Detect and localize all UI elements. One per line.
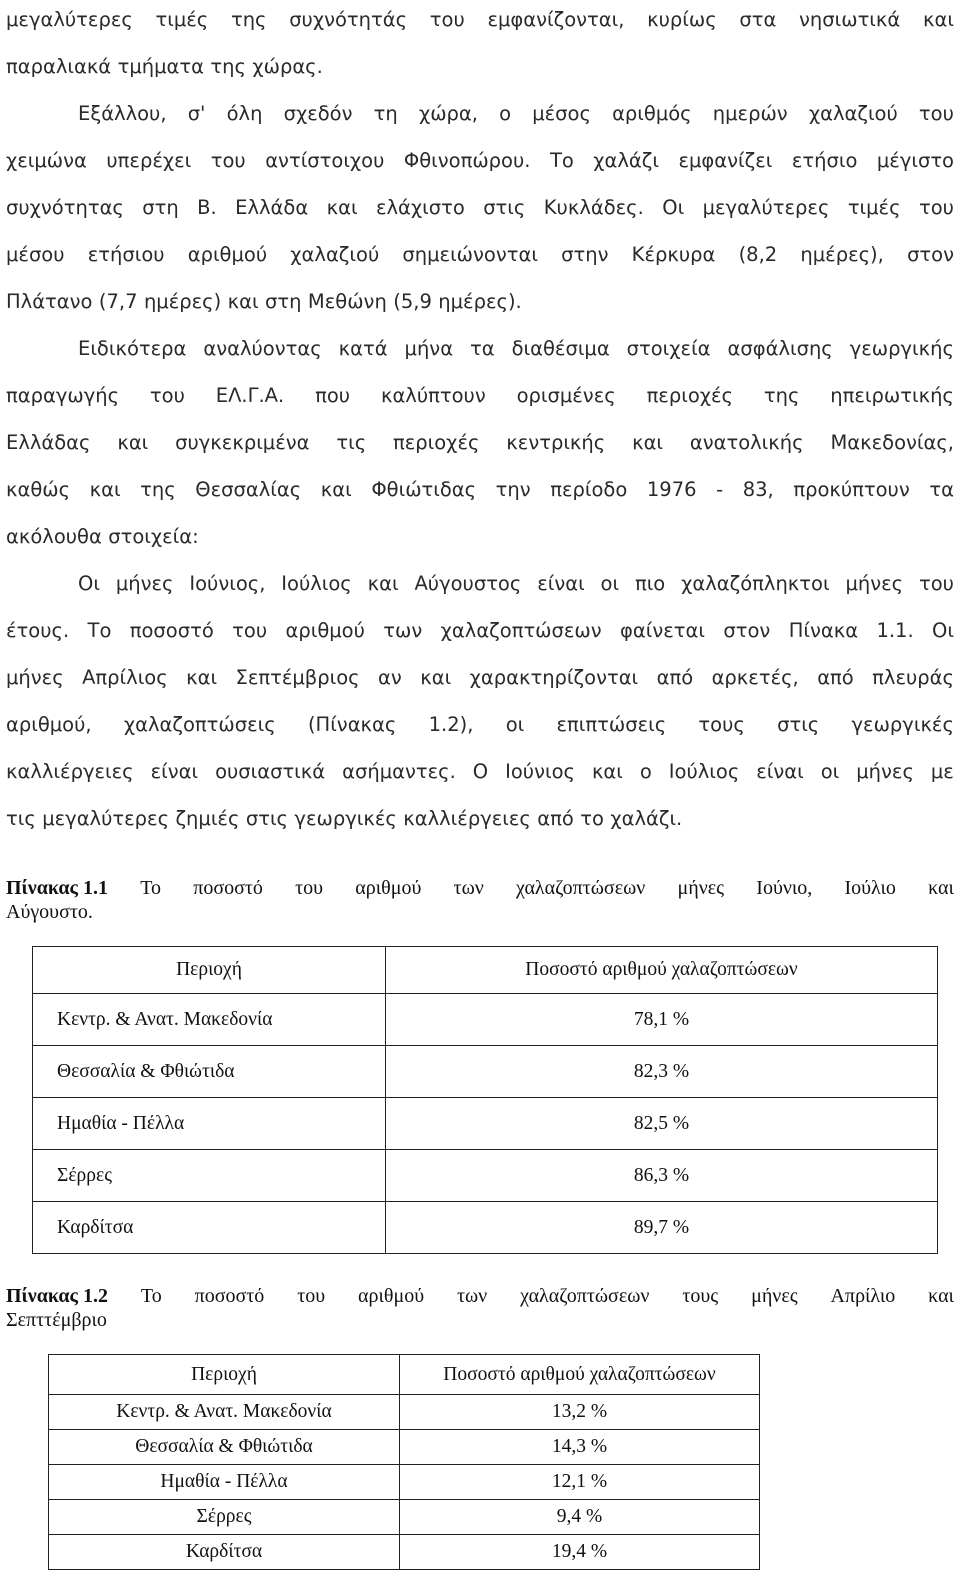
table2-header-row bbox=[49, 1355, 760, 1395]
text-word: υπερέχει bbox=[106, 149, 192, 172]
text-word: μέσος bbox=[532, 102, 591, 125]
text-word: τους bbox=[698, 713, 745, 736]
text-word: είναι bbox=[756, 760, 804, 783]
table2-caption-word: Το bbox=[140, 1285, 162, 1307]
text-line bbox=[6, 184, 954, 231]
text-word: της bbox=[210, 55, 246, 78]
table-row bbox=[33, 1046, 938, 1098]
text-word: του bbox=[149, 384, 185, 407]
text-line bbox=[6, 43, 954, 90]
text-word: της bbox=[140, 478, 176, 501]
table1-region-cell: Καρδίτσα bbox=[33, 1202, 386, 1254]
text-word: χαλάζι. bbox=[610, 807, 683, 830]
text-word: κατά bbox=[338, 337, 388, 360]
table1-caption-word: Το bbox=[140, 877, 162, 899]
table2-caption-word: αριθμού bbox=[358, 1285, 425, 1307]
text-word: από bbox=[817, 666, 854, 689]
text-word: (Πίνακας bbox=[307, 713, 397, 736]
table-row bbox=[33, 1202, 938, 1254]
text-word: Οι bbox=[78, 572, 100, 595]
text-word: στοιχεία bbox=[626, 337, 711, 360]
table2-header-region: Περιοχή bbox=[49, 1355, 400, 1395]
table2-region-cell: Θεσσαλία & Φθιώτιδα bbox=[49, 1430, 400, 1465]
text-line bbox=[6, 137, 954, 184]
text-word: οι bbox=[505, 713, 525, 736]
table1 bbox=[32, 946, 938, 1254]
text-line bbox=[6, 513, 954, 560]
table2-caption bbox=[6, 1284, 954, 1332]
text-word: με bbox=[930, 760, 954, 783]
table-row bbox=[33, 994, 938, 1046]
text-word: αριθμός bbox=[612, 102, 692, 125]
text-word: ημέρες), bbox=[800, 243, 884, 266]
text-word: και bbox=[117, 431, 149, 454]
text-word: και bbox=[186, 666, 218, 689]
table1-caption-word: αριθμού bbox=[355, 877, 422, 899]
text-word: Το bbox=[87, 619, 112, 642]
text-word: γεωργικές bbox=[294, 807, 397, 830]
text-word: Οι bbox=[662, 196, 685, 219]
body-text bbox=[6, 0, 954, 842]
text-word: εμφανίζονται, bbox=[487, 8, 625, 31]
text-word: και bbox=[320, 478, 352, 501]
text-line bbox=[6, 372, 954, 419]
text-word: της bbox=[230, 8, 267, 31]
text-word: τιμές bbox=[847, 196, 901, 219]
table1-region-cell: Σέρρες bbox=[33, 1150, 386, 1202]
text-word: το bbox=[580, 807, 604, 830]
text-word: ανατολικής bbox=[689, 431, 804, 454]
text-word: διαθέσιμα bbox=[511, 337, 610, 360]
text-word: και bbox=[326, 196, 358, 219]
text-word: ζημιές bbox=[175, 807, 240, 830]
text-word: 1.1. bbox=[876, 619, 914, 642]
text-word: ημέρες). bbox=[438, 290, 522, 313]
text-word: στην bbox=[561, 243, 609, 266]
text-word: στοιχεία: bbox=[108, 525, 199, 548]
table2-caption-word: των bbox=[456, 1285, 488, 1307]
text-word: καλλιέργειες bbox=[403, 807, 531, 830]
table1-value-cell: 89,7 % bbox=[386, 1202, 938, 1254]
text-word: Μεθώνη bbox=[307, 290, 387, 313]
text-word: που bbox=[315, 384, 351, 407]
text-word: του bbox=[918, 102, 954, 125]
text-word: στις bbox=[777, 713, 820, 736]
text-word: ηπειρωτικής bbox=[830, 384, 954, 407]
table-row bbox=[49, 1500, 760, 1535]
text-word: νησιωτικά bbox=[799, 8, 901, 31]
table1-caption-line bbox=[6, 876, 954, 900]
text-word: ετήσιο bbox=[791, 149, 858, 172]
table-row bbox=[49, 1395, 760, 1430]
table1-caption-word: χαλαζοπτώσεων bbox=[516, 877, 646, 899]
text-word: αν bbox=[378, 666, 402, 689]
text-word: προκύπτουν bbox=[793, 478, 910, 501]
text-word: Β. bbox=[197, 196, 217, 219]
table2-caption-word: Απρίλιο bbox=[830, 1285, 896, 1307]
text-word: αριθμού bbox=[285, 619, 365, 642]
text-word: (5,9 bbox=[393, 290, 432, 313]
text-word: ΕΛ.Γ.Α. bbox=[215, 384, 285, 407]
text-word: μεγαλύτερες bbox=[702, 196, 830, 219]
text-word: Απρίλιος bbox=[82, 666, 168, 689]
text-word: του bbox=[210, 149, 246, 172]
text-word: του bbox=[918, 572, 954, 595]
text-word: παραλιακά bbox=[6, 55, 112, 78]
text-word: όλη bbox=[226, 102, 263, 125]
table1-caption-word: μήνες bbox=[677, 877, 725, 899]
text-word: του bbox=[429, 8, 465, 31]
table-row bbox=[49, 1430, 760, 1465]
text-word: και bbox=[591, 760, 623, 783]
text-word: στα bbox=[739, 8, 777, 31]
text-word: μέσου bbox=[6, 243, 65, 266]
text-word: χαρακτηρίζονται bbox=[469, 666, 639, 689]
table2-caption-word: του bbox=[297, 1285, 326, 1307]
text-line bbox=[6, 795, 954, 842]
text-word: Ελλάδας bbox=[6, 431, 91, 454]
text-word: - bbox=[716, 478, 724, 501]
text-word: και bbox=[632, 431, 664, 454]
text-word: παραγωγής bbox=[6, 384, 120, 407]
text-word: πλευράς bbox=[872, 666, 954, 689]
table1-caption-line bbox=[6, 900, 954, 924]
text-word: ασήμαντες. bbox=[342, 760, 456, 783]
table2-caption-word: Σεπττέμβριο bbox=[6, 1309, 107, 1331]
text-word: χαλαζοπτώσεων bbox=[440, 619, 602, 642]
table1-value-cell: 82,5 % bbox=[386, 1098, 938, 1150]
text-word: μήνες bbox=[845, 572, 904, 595]
text-word: στον bbox=[723, 619, 771, 642]
text-word: Πλάτανο bbox=[6, 290, 93, 313]
text-word: στη bbox=[265, 290, 302, 313]
text-word: Κέρκυρα bbox=[631, 243, 716, 266]
text-word: ημέρες) bbox=[143, 290, 222, 313]
text-word: Ειδικότερα bbox=[78, 337, 187, 360]
table2-caption-word: ποσοστό bbox=[194, 1285, 265, 1307]
table2-caption-word: και bbox=[928, 1285, 954, 1307]
text-line bbox=[6, 560, 954, 607]
table1-caption-word: Αύγουστο. bbox=[6, 901, 93, 923]
text-word: ελάχιστο bbox=[375, 196, 465, 219]
text-word: Ιούλιος bbox=[281, 572, 352, 595]
text-word: τμήματα bbox=[117, 55, 204, 78]
text-word: είναι bbox=[150, 760, 199, 783]
text-word: σ' bbox=[187, 102, 206, 125]
text-word: χαλάζι bbox=[593, 149, 659, 172]
text-word: Ο bbox=[472, 760, 489, 783]
table1-caption-word: Ιούλιο bbox=[844, 877, 896, 899]
table1-caption-word: και bbox=[928, 877, 954, 899]
table2-region-cell: Κεντρ. & Ανατ. Μακεδονία bbox=[49, 1395, 400, 1430]
table2-value-cell: 19,4 % bbox=[400, 1535, 760, 1570]
text-word: μέγιστο bbox=[876, 149, 954, 172]
text-word: στον bbox=[907, 243, 954, 266]
table2-region-cell: Καρδίτσα bbox=[49, 1535, 400, 1570]
text-word: χαλαζιού bbox=[290, 243, 380, 266]
text-word: τιμές bbox=[155, 8, 209, 31]
text-word: (7,7 bbox=[98, 290, 138, 313]
table2-caption-label: Πίνακας 1.2 bbox=[6, 1285, 108, 1307]
text-word: της bbox=[763, 384, 800, 407]
text-word: στις bbox=[483, 196, 526, 219]
text-word: και bbox=[89, 478, 121, 501]
text-word: οι bbox=[600, 572, 620, 595]
text-word: μήνες bbox=[856, 760, 914, 783]
table1-region-cell: Θεσσαλία & Φθιώτιδα bbox=[33, 1046, 386, 1098]
text-word: μεγαλύτερες bbox=[42, 807, 170, 830]
text-word: την bbox=[495, 478, 531, 501]
text-word: καθώς bbox=[6, 478, 71, 501]
table2 bbox=[48, 1354, 760, 1570]
text-word: εμφανίζει bbox=[678, 149, 773, 172]
text-word: Ελλάδα bbox=[235, 196, 309, 219]
text-word: Κυκλάδες. bbox=[543, 196, 644, 219]
table-row bbox=[33, 1150, 938, 1202]
text-line bbox=[6, 278, 954, 325]
text-word: ετήσιου bbox=[87, 243, 165, 266]
table1-region-cell: Ημαθία - Πέλλα bbox=[33, 1098, 386, 1150]
table2-region-cell: Ημαθία - Πέλλα bbox=[49, 1465, 400, 1500]
text-word: Σεπτέμβριος bbox=[235, 666, 360, 689]
text-word: από bbox=[537, 807, 574, 830]
text-line bbox=[6, 231, 954, 278]
text-word: Το bbox=[549, 149, 574, 172]
text-word: και bbox=[922, 8, 954, 31]
text-word: χώρας. bbox=[252, 55, 323, 78]
text-word: Μακεδονίας, bbox=[830, 431, 954, 454]
text-word: κυρίως bbox=[647, 8, 717, 31]
text-word: Οι bbox=[932, 619, 954, 642]
table1-header-region: Περιοχή bbox=[33, 947, 386, 994]
table1-caption-word: των bbox=[453, 877, 484, 899]
text-word: Ιούλιος bbox=[668, 760, 740, 783]
text-word: ο bbox=[639, 760, 652, 783]
text-word: ο bbox=[499, 102, 512, 125]
text-word: Φθινοπώρου. bbox=[403, 149, 531, 172]
text-line bbox=[6, 748, 954, 795]
table2-value-cell: 14,3 % bbox=[400, 1430, 760, 1465]
text-word: ασφάλισης bbox=[727, 337, 833, 360]
text-word: από bbox=[656, 666, 694, 689]
text-word: κεντρικής bbox=[506, 431, 606, 454]
text-word: συχνότητας bbox=[6, 196, 124, 219]
text-word: αρκετές, bbox=[711, 666, 799, 689]
text-word: αριθμού bbox=[187, 243, 268, 266]
text-word: Εξάλλου, bbox=[78, 102, 167, 125]
text-word: στις bbox=[245, 807, 288, 830]
text-line bbox=[6, 325, 954, 372]
table2-caption-line bbox=[6, 1284, 954, 1308]
table1-caption-label: Πίνακας 1.1 bbox=[6, 877, 108, 899]
text-word: σημειώνονται bbox=[402, 243, 538, 266]
text-word: αριθμού, bbox=[6, 713, 92, 736]
table1-caption bbox=[6, 876, 954, 924]
table2-caption-word: χαλαζοπτώσεων bbox=[520, 1285, 650, 1307]
text-word: γεωργικής bbox=[849, 337, 954, 360]
text-word: είναι bbox=[537, 572, 585, 595]
text-word: και bbox=[420, 666, 452, 689]
text-word: χαλαζιού bbox=[808, 102, 898, 125]
text-word: ημερών bbox=[712, 102, 788, 125]
text-word: φαίνεται bbox=[620, 619, 705, 642]
text-word: συγκεκριμένα bbox=[175, 431, 310, 454]
table1-header-row bbox=[33, 947, 938, 994]
text-word: Αύγουστος bbox=[414, 572, 522, 595]
text-word: ακόλουθα bbox=[6, 525, 102, 548]
table1-value-cell: 78,1 % bbox=[386, 994, 938, 1046]
text-word: περιοχές bbox=[646, 384, 733, 407]
table1-region-cell: Κεντρ. & Ανατ. Μακεδονία bbox=[33, 994, 386, 1046]
text-word: τα bbox=[470, 337, 495, 360]
text-word: οι bbox=[820, 760, 840, 783]
text-word: καλύπτουν bbox=[380, 384, 486, 407]
text-word: χειμώνα bbox=[6, 149, 87, 172]
text-word: μήνα bbox=[404, 337, 454, 360]
text-word: ποσοστό bbox=[129, 619, 214, 642]
text-word: μήνες bbox=[115, 572, 174, 595]
text-word: χώρα, bbox=[418, 102, 478, 125]
table2-value-cell: 13,2 % bbox=[400, 1395, 760, 1430]
text-word: έτους. bbox=[6, 619, 70, 642]
text-word: χαλαζοπτώσεις bbox=[123, 713, 276, 736]
text-word: αναλύοντας bbox=[203, 337, 322, 360]
text-line bbox=[6, 90, 954, 137]
table2-value-cell: 12,1 % bbox=[400, 1465, 760, 1500]
table2-header-percentage: Ποσοστό αριθμού χαλαζοπτώσεων bbox=[400, 1355, 760, 1395]
text-word: (8,2 bbox=[738, 243, 778, 266]
text-word: τη bbox=[373, 102, 398, 125]
text-word: αντίστοιχου bbox=[265, 149, 385, 172]
table2-caption-word: μήνες bbox=[751, 1285, 798, 1307]
text-word: τις bbox=[336, 431, 367, 454]
table2-caption-word: τους bbox=[682, 1285, 719, 1307]
table1-value-cell: 82,3 % bbox=[386, 1046, 938, 1098]
text-word: πιο bbox=[634, 572, 666, 595]
text-word: ουσιαστικά bbox=[215, 760, 326, 783]
text-line bbox=[6, 607, 954, 654]
text-word: των bbox=[383, 619, 423, 642]
text-line bbox=[6, 0, 954, 43]
text-word: Πίνακα bbox=[788, 619, 859, 642]
text-line bbox=[6, 419, 954, 466]
text-word: 83, bbox=[742, 478, 774, 501]
text-word: περιοχές bbox=[393, 431, 480, 454]
text-word: και bbox=[227, 290, 259, 313]
text-word: γεωργικές bbox=[851, 713, 954, 736]
table1-value-cell: 86,3 % bbox=[386, 1150, 938, 1202]
table2-region-cell: Σέρρες bbox=[49, 1500, 400, 1535]
text-word: στη bbox=[142, 196, 179, 219]
text-word: τα bbox=[929, 478, 954, 501]
text-word: και bbox=[367, 572, 399, 595]
text-word: 1976 bbox=[646, 478, 697, 501]
text-word: τις bbox=[6, 807, 36, 830]
text-word: επιπτώσεις bbox=[556, 713, 667, 736]
text-word: σχεδόν bbox=[283, 102, 353, 125]
table1-caption-word: του bbox=[295, 877, 324, 899]
text-line bbox=[6, 701, 954, 748]
text-word: Φθιώτιδας bbox=[371, 478, 477, 501]
text-word: μήνες bbox=[6, 666, 64, 689]
text-word: συχνότητάς bbox=[289, 8, 408, 31]
table1-header-percentage: Ποσοστό αριθμού χαλαζοπτώσεων bbox=[386, 947, 938, 994]
table2-caption-line bbox=[6, 1308, 954, 1332]
text-word: Ιούνιος, bbox=[189, 572, 266, 595]
table-row bbox=[49, 1535, 760, 1570]
table-row bbox=[33, 1098, 938, 1150]
text-word: καλλιέργειες bbox=[6, 760, 134, 783]
text-line bbox=[6, 466, 954, 513]
text-word: του bbox=[918, 196, 954, 219]
text-word: του bbox=[232, 619, 268, 642]
text-word: 1.2), bbox=[428, 713, 474, 736]
table1-caption-word: Ιούνιο, bbox=[756, 877, 813, 899]
text-word: μεγαλύτερες bbox=[6, 8, 133, 31]
text-line bbox=[6, 654, 954, 701]
text-word: Θεσσαλίας bbox=[195, 478, 302, 501]
text-word: χαλαζόπληκτοι bbox=[681, 572, 830, 595]
table1-caption-word: ποσοστό bbox=[193, 877, 263, 899]
table2-value-cell: 9,4 % bbox=[400, 1500, 760, 1535]
table-row bbox=[49, 1465, 760, 1500]
text-word: περίοδο bbox=[550, 478, 628, 501]
text-word: ορισμένες bbox=[516, 384, 616, 407]
text-word: Ιούνιος bbox=[505, 760, 575, 783]
